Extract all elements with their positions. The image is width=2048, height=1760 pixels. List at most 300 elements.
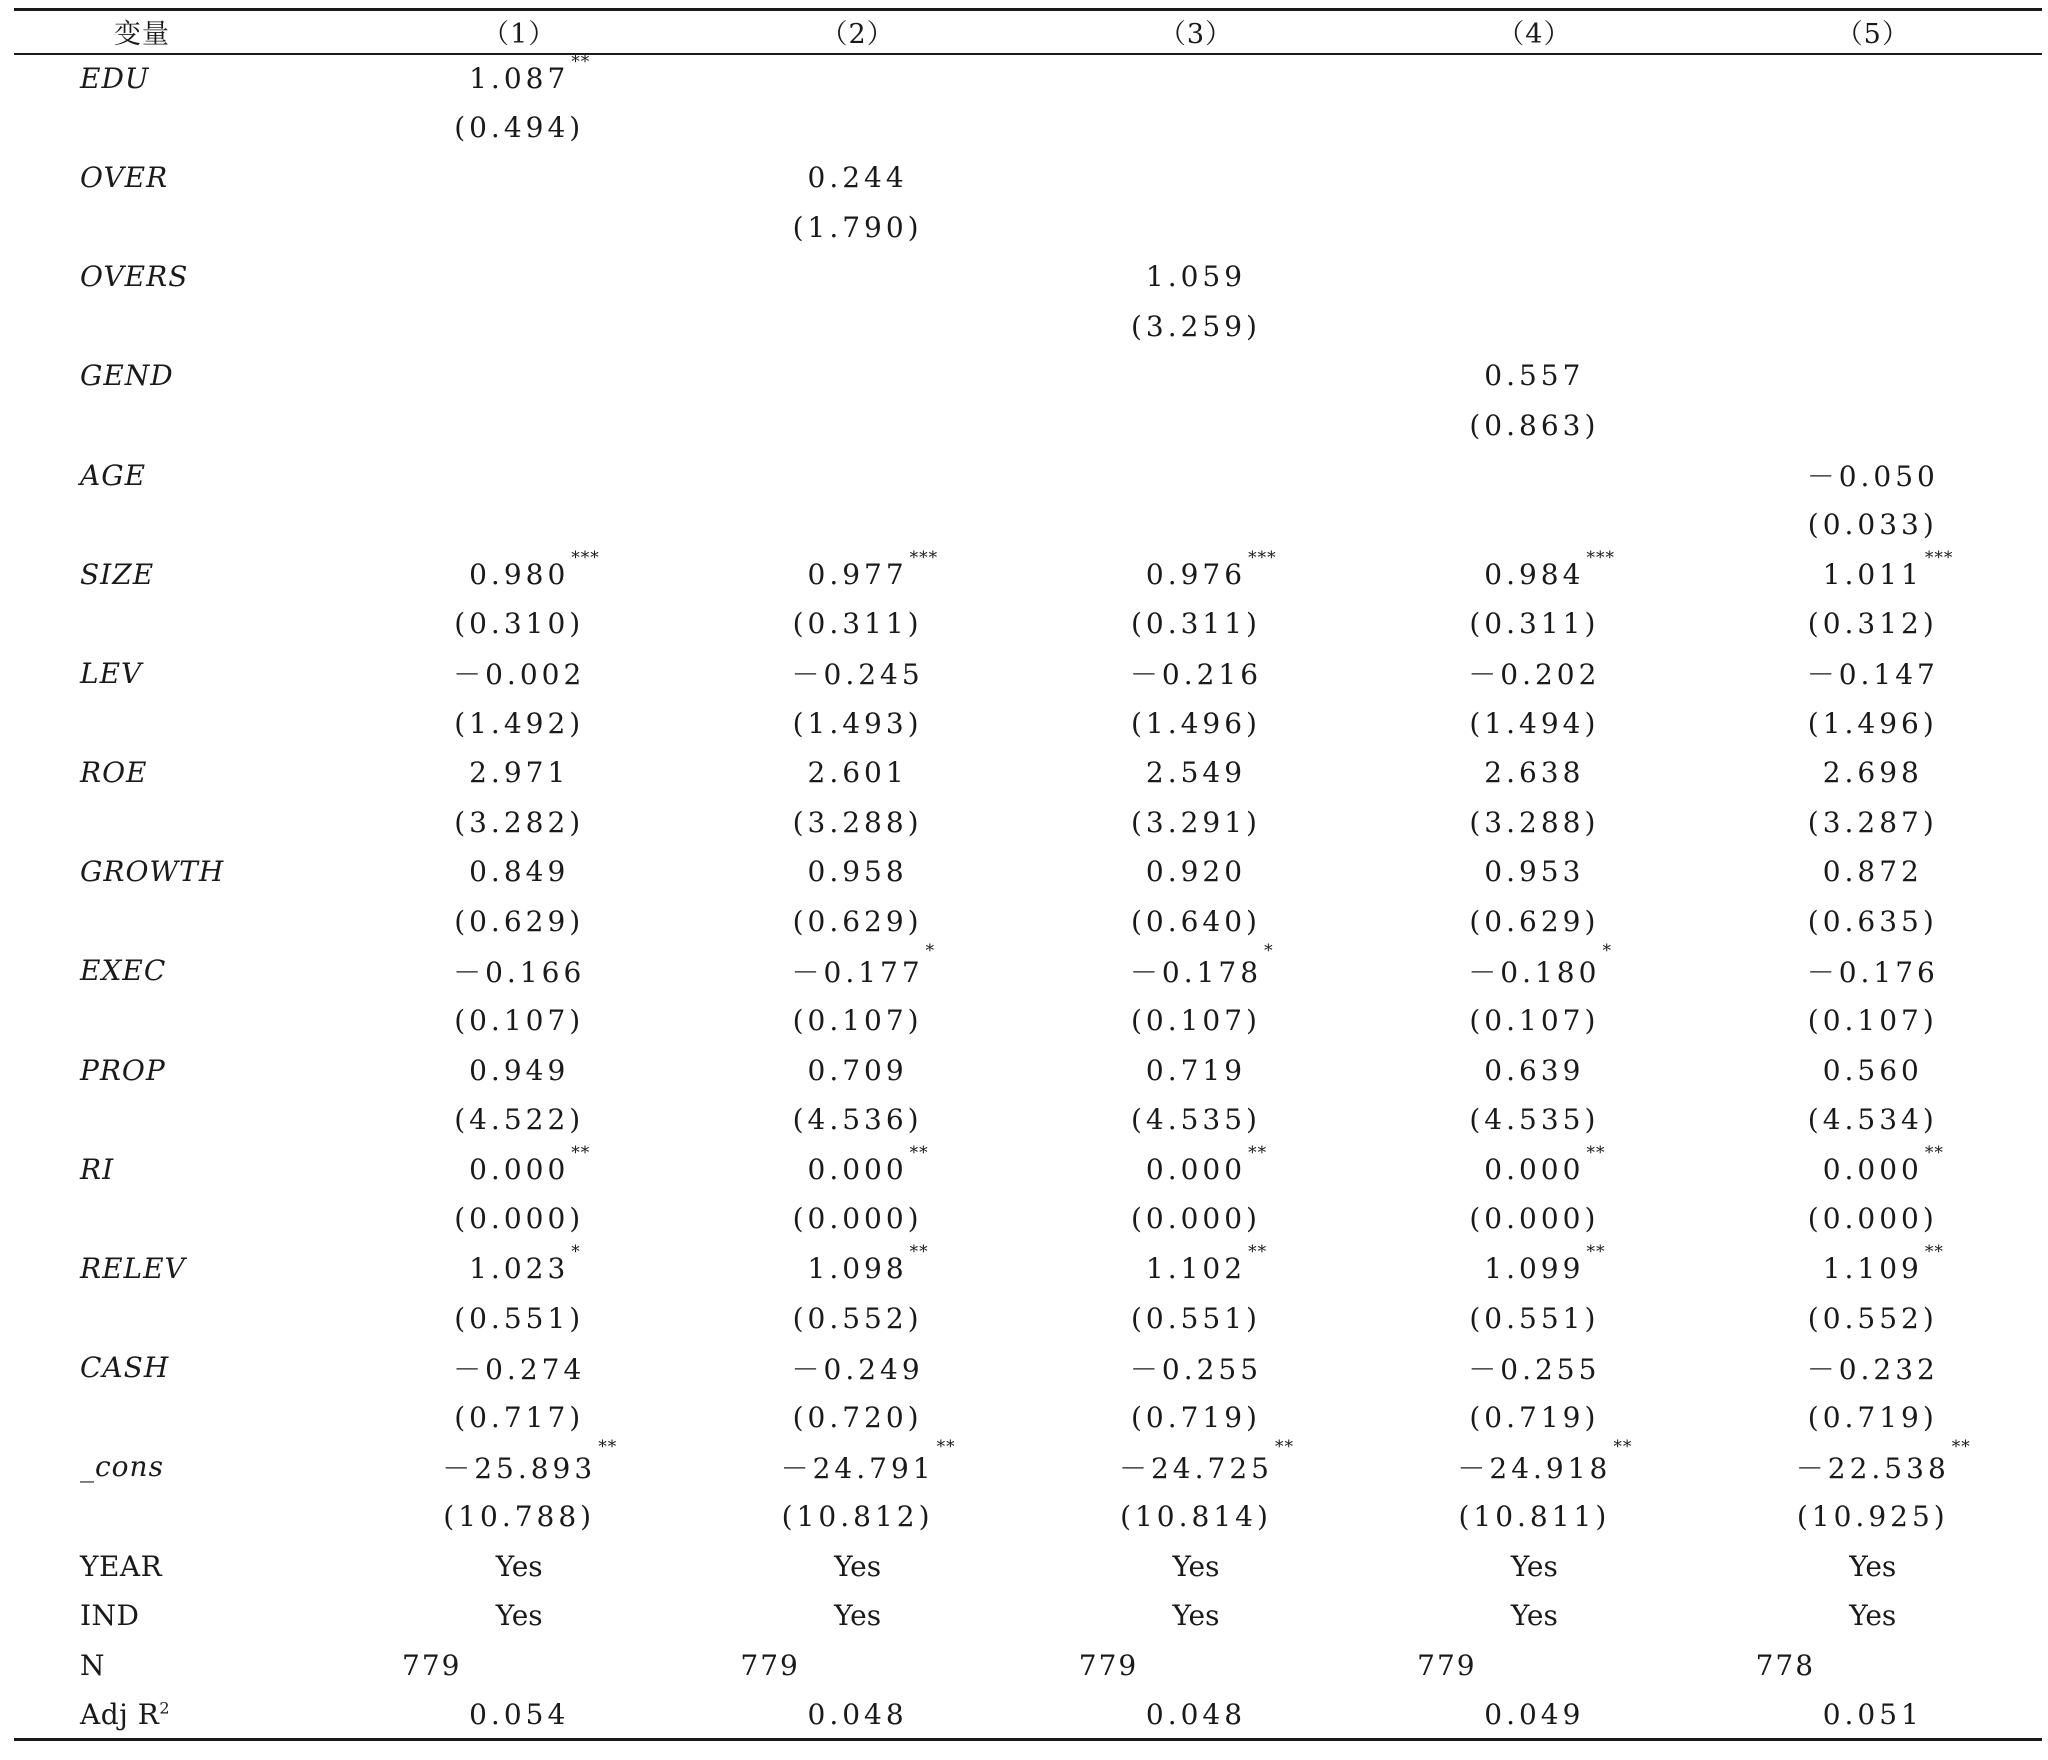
coefficient-number: 0.639 xyxy=(1484,1053,1585,1087)
row-label xyxy=(14,1045,350,1095)
table-row xyxy=(14,847,2042,897)
coefficient-cell xyxy=(1027,450,1365,500)
coefficient-number: 2.549 xyxy=(1145,756,1247,790)
coefficient-number: 1.109 xyxy=(1822,1252,1923,1286)
coefficient-number: －0.166 xyxy=(453,955,586,989)
significance-stars: ** xyxy=(598,1436,618,1457)
standard-error-cell: (10.811) xyxy=(1458,1500,1611,1534)
standard-error-cell: (3.287) xyxy=(1807,805,1938,839)
row-label-text: SIZE xyxy=(80,557,155,591)
adj-r2-cell: 0.051 xyxy=(1704,1690,2042,1740)
coefficient-value xyxy=(791,940,936,991)
table-row-stderr xyxy=(14,1393,2042,1443)
significance-stars: *** xyxy=(909,547,939,568)
coefficient-cell xyxy=(350,153,688,203)
standard-error-cell: (10.812) xyxy=(781,1500,934,1534)
coefficient-cell xyxy=(688,940,1026,996)
coefficient-number: 0.000 xyxy=(1484,1152,1585,1186)
coefficient-cell xyxy=(1704,252,2042,302)
coefficient-number: 0.976 xyxy=(1145,557,1247,591)
coefficient-value xyxy=(1130,1348,1262,1388)
standard-error-cell xyxy=(688,103,1026,153)
coefficient-cell xyxy=(1704,1045,2042,1095)
standard-error-cell: (0.000) xyxy=(792,1202,923,1236)
header-model-4: （4） xyxy=(1365,10,1703,54)
coefficient-number: －24.918 xyxy=(1457,1451,1612,1485)
coefficient-cell xyxy=(350,1045,688,1095)
coefficient-value xyxy=(1807,653,1939,693)
standard-error-cell xyxy=(688,401,1026,451)
coefficient-cell xyxy=(1704,1142,2042,1195)
standard-error-cell xyxy=(1704,401,2042,451)
standard-error-cell: (1.493) xyxy=(792,706,923,740)
standard-error-cell: (0.311) xyxy=(1469,607,1600,641)
coefficient-number: 0.984 xyxy=(1484,557,1585,591)
significance-stars: * xyxy=(925,940,936,961)
coefficient-value xyxy=(1130,653,1262,693)
coefficient-number: 1.011 xyxy=(1822,557,1923,591)
coefficient-number: －25.893 xyxy=(442,1451,597,1485)
row-label xyxy=(14,1541,350,1591)
coefficient-cell xyxy=(350,351,688,401)
coefficient-number: －0.255 xyxy=(1129,1352,1263,1386)
standard-error-cell: (0.000) xyxy=(1807,1202,1938,1236)
coefficient-value xyxy=(1146,1054,1246,1087)
coefficient-cell xyxy=(1027,1436,1365,1492)
control-indicator-cell: Yes xyxy=(834,1549,882,1583)
standard-error-cell: (0.311) xyxy=(1130,607,1261,641)
row-label xyxy=(14,1095,350,1145)
standard-error-cell: (0.719) xyxy=(1469,1400,1600,1434)
table-row xyxy=(14,748,2042,798)
row-label xyxy=(14,897,350,947)
coefficient-number: －24.791 xyxy=(780,1451,935,1485)
coefficient-cell xyxy=(1365,1343,1703,1393)
standard-error-cell xyxy=(1027,401,1365,451)
coefficient-number: －0.176 xyxy=(1806,955,1939,989)
standard-error-cell xyxy=(1365,103,1703,153)
standard-error-cell: (4.522) xyxy=(454,1103,585,1137)
coefficient-number: 0.000 xyxy=(1145,1152,1247,1186)
control-indicator-cell: Yes xyxy=(834,1599,882,1633)
table-row xyxy=(14,1343,2042,1393)
coefficient-number: 0.560 xyxy=(1822,1053,1923,1087)
significance-stars: ** xyxy=(571,1142,591,1163)
table-row-stderr xyxy=(14,500,2042,550)
coefficient-cell xyxy=(1027,847,1365,897)
table-body xyxy=(14,54,2042,1740)
coefficient-number: 0.000 xyxy=(807,1152,908,1186)
coefficient-number: 0.709 xyxy=(807,1053,908,1087)
table-row xyxy=(14,1641,2042,1691)
coefficient-value xyxy=(807,1242,929,1286)
row-label-text: RELEV xyxy=(80,1252,186,1286)
coefficient-value xyxy=(1146,260,1246,293)
header-model-3: （3） xyxy=(1027,10,1365,54)
observations-cell: 778 xyxy=(1755,1648,1816,1682)
header-model-1: （1） xyxy=(350,10,688,54)
coefficient-cell xyxy=(688,252,1026,302)
row-label xyxy=(14,1492,350,1542)
table-row-stderr xyxy=(14,401,2042,451)
coefficient-number: －0.202 xyxy=(1468,658,1601,692)
row-label xyxy=(14,1343,350,1393)
standard-error-cell: (0.310) xyxy=(454,607,585,641)
row-label xyxy=(14,847,350,897)
coefficient-number: －0.232 xyxy=(1806,1352,1939,1386)
coefficient-number: 2.971 xyxy=(469,756,570,790)
coefficient-cell xyxy=(350,1142,688,1195)
coefficient-value xyxy=(1484,1242,1606,1286)
coefficient-number: 0.000 xyxy=(1822,1152,1923,1186)
row-label xyxy=(14,797,350,847)
standard-error-cell: (3.282) xyxy=(454,805,585,839)
coefficient-value xyxy=(1145,1242,1268,1286)
table-header-row xyxy=(14,10,2042,54)
coefficient-value xyxy=(1118,1436,1294,1487)
standard-error-cell: (0.000) xyxy=(1469,1202,1600,1236)
row-label-text: GROWTH xyxy=(80,855,225,889)
row-label-text: RI xyxy=(80,1152,115,1186)
coefficient-value xyxy=(1146,855,1246,888)
coefficient-value xyxy=(1145,547,1277,591)
standard-error-cell: (10.814) xyxy=(1120,1500,1272,1534)
row-label-text: CASH xyxy=(80,1351,170,1385)
coefficient-cell xyxy=(1704,649,2042,699)
standard-error-cell: (0.719) xyxy=(1807,1400,1938,1434)
coefficient-value xyxy=(469,547,600,591)
coefficient-cell xyxy=(350,1436,688,1492)
standard-error-cell: (0.107) xyxy=(1469,1004,1600,1038)
standard-error-cell: (0.720) xyxy=(792,1400,923,1434)
coefficient-cell xyxy=(350,54,688,104)
coefficient-number: －0.050 xyxy=(1806,460,1939,494)
standard-error-cell xyxy=(688,500,1026,550)
row-label-text: EDU xyxy=(80,62,150,96)
coefficient-value xyxy=(1468,653,1600,693)
table-row xyxy=(14,1690,2042,1740)
row-label xyxy=(14,996,350,1046)
coefficient-number: 0.244 xyxy=(807,160,908,194)
table-row xyxy=(14,649,2042,699)
row-label xyxy=(14,1591,350,1641)
standard-error-cell: (0.552) xyxy=(1807,1301,1938,1335)
coefficient-number: 0.557 xyxy=(1484,359,1585,393)
coefficient-number: 0.000 xyxy=(469,1152,570,1186)
significance-stars: *** xyxy=(1586,547,1615,568)
coefficient-cell xyxy=(1704,748,2042,798)
standard-error-cell xyxy=(1365,202,1703,252)
control-indicator-cell: Yes xyxy=(1172,1549,1220,1583)
coefficient-value xyxy=(1807,951,1939,991)
row-label-text: OVERS xyxy=(80,260,189,294)
coefficient-cell xyxy=(1027,153,1365,203)
coefficient-number: －0.249 xyxy=(791,1352,924,1386)
row-label xyxy=(14,946,350,996)
standard-error-cell xyxy=(1365,301,1703,351)
standard-error-cell: (0.551) xyxy=(454,1301,585,1335)
standard-error-cell: (0.635) xyxy=(1807,904,1938,938)
coefficient-cell xyxy=(1365,1045,1703,1095)
control-indicator-cell: Yes xyxy=(1510,1549,1558,1583)
significance-stars: ** xyxy=(1924,1242,1944,1263)
coefficient-value xyxy=(453,653,585,693)
standard-error-cell: (4.534) xyxy=(1807,1103,1938,1137)
coefficient-cell xyxy=(350,1343,688,1393)
header-model-5: （5） xyxy=(1704,10,2042,54)
standard-error-cell: (1.790) xyxy=(792,210,923,244)
table-row xyxy=(14,153,2042,203)
standard-error-cell: (0.629) xyxy=(454,904,585,938)
coefficient-value xyxy=(1822,1242,1944,1286)
standard-error-cell: (0.551) xyxy=(1469,1301,1600,1335)
coefficient-number: 0.872 xyxy=(1822,855,1923,889)
coefficient-cell xyxy=(1365,549,1703,599)
coefficient-cell xyxy=(1704,54,2042,104)
observations-cell: 779 xyxy=(402,1648,462,1682)
coefficient-cell xyxy=(1365,450,1703,500)
coefficient-number: －0.178 xyxy=(1129,955,1263,989)
standard-error-cell: (10.788) xyxy=(443,1500,596,1534)
coefficient-number: －0.002 xyxy=(453,658,586,692)
coefficient-cell xyxy=(1365,252,1703,302)
coefficient-value xyxy=(1795,1436,1971,1487)
significance-stars: ** xyxy=(1248,1242,1268,1263)
coefficient-cell xyxy=(1027,1343,1365,1393)
coefficient-number: －0.147 xyxy=(1806,658,1939,692)
table-row xyxy=(14,1045,2042,1095)
coefficient-cell xyxy=(688,847,1026,897)
row-label-text: _cons xyxy=(80,1450,164,1484)
standard-error-cell xyxy=(1365,500,1703,550)
coefficient-number: 1.023 xyxy=(469,1252,570,1286)
coefficient-value xyxy=(1807,1348,1939,1388)
regression-table-container xyxy=(14,8,2042,1741)
standard-error-cell: (3.288) xyxy=(792,805,923,839)
coefficient-cell xyxy=(350,847,688,897)
row-label-text: N xyxy=(80,1648,105,1682)
coefficient-value xyxy=(453,1348,585,1388)
significance-stars: ** xyxy=(1951,1436,1971,1457)
standard-error-cell: (1.494) xyxy=(1469,706,1600,740)
standard-error-cell xyxy=(1027,103,1365,153)
significance-stars: ** xyxy=(1613,1436,1633,1457)
control-indicator-cell: Yes xyxy=(1849,1599,1897,1633)
table-row xyxy=(14,54,2042,104)
adj-r2-cell: 0.049 xyxy=(1365,1690,1703,1740)
coefficient-value xyxy=(807,1142,929,1186)
row-label xyxy=(14,748,350,798)
coefficient-value xyxy=(1484,756,1584,789)
standard-error-cell xyxy=(1027,202,1365,252)
row-label xyxy=(14,103,350,153)
row-label xyxy=(14,599,350,649)
row-label-text: OVER xyxy=(80,160,169,194)
row-label xyxy=(14,252,350,302)
row-label xyxy=(14,1194,350,1244)
row-label xyxy=(14,1641,350,1691)
standard-error-cell xyxy=(1704,103,2042,153)
coefficient-number: －0.216 xyxy=(1129,658,1263,692)
coefficient-number: 2.698 xyxy=(1822,756,1923,790)
standard-error-cell xyxy=(688,301,1026,351)
significance-stars: *** xyxy=(1924,547,1954,568)
row-label xyxy=(14,153,350,203)
row-label xyxy=(14,1244,350,1294)
row-label xyxy=(14,450,350,500)
coefficient-cell xyxy=(1027,549,1365,599)
coefficient-number: 1.102 xyxy=(1145,1252,1247,1286)
table-row-stderr xyxy=(14,996,2042,1046)
standard-error-cell: (0.863) xyxy=(1469,408,1600,442)
table-row-stderr xyxy=(14,1194,2042,1244)
table-row xyxy=(14,549,2042,599)
coefficient-number: 0.949 xyxy=(469,1053,570,1087)
coefficient-cell xyxy=(350,450,688,500)
significance-stars: ** xyxy=(1586,1242,1606,1263)
coefficient-cell xyxy=(1704,946,2042,996)
standard-error-cell xyxy=(350,401,688,451)
standard-error-cell: (0.312) xyxy=(1807,607,1938,641)
coefficient-cell xyxy=(1704,1244,2042,1294)
row-label xyxy=(14,54,350,104)
coefficient-cell xyxy=(1704,549,2042,599)
significance-stars: * xyxy=(1602,940,1612,961)
standard-error-cell: (0.629) xyxy=(792,904,923,938)
row-label xyxy=(14,1293,350,1343)
coefficient-number: －0.177 xyxy=(791,955,924,989)
coefficient-cell xyxy=(1365,1244,1703,1294)
coefficient-cell xyxy=(688,549,1026,599)
row-label xyxy=(14,549,350,599)
significance-stars: ** xyxy=(1248,1142,1268,1163)
control-indicator-cell: Yes xyxy=(1849,1549,1897,1583)
row-label xyxy=(14,1393,350,1443)
header-model-2: （2） xyxy=(688,10,1026,54)
control-indicator-cell: Yes xyxy=(1510,1599,1558,1633)
coefficient-value xyxy=(1807,455,1939,495)
coefficient-cell xyxy=(1365,1142,1703,1195)
table-row-stderr xyxy=(14,797,2042,847)
coefficient-cell xyxy=(688,54,1026,104)
standard-error-cell xyxy=(1704,202,2042,252)
coefficient-value xyxy=(808,1054,908,1087)
coefficient-number: －24.725 xyxy=(1118,1451,1273,1485)
coefficient-cell xyxy=(688,1343,1026,1393)
significance-stars: ** xyxy=(1586,1142,1606,1163)
significance-stars: ** xyxy=(1924,1142,1944,1163)
row-label-text: LEV xyxy=(80,656,143,690)
table-row xyxy=(14,1145,2042,1195)
standard-error-cell xyxy=(1027,500,1365,550)
row-label xyxy=(14,1442,350,1492)
observations-cell: 779 xyxy=(1078,1648,1139,1682)
coefficient-value xyxy=(808,161,908,194)
standard-error-cell: (0.107) xyxy=(1807,1004,1938,1038)
coefficient-value xyxy=(807,547,939,591)
coefficient-cell xyxy=(688,1244,1026,1294)
coefficient-value xyxy=(1823,756,1923,789)
coefficient-cell xyxy=(688,649,1026,699)
standard-error-cell: (4.535) xyxy=(1130,1103,1261,1137)
coefficient-value xyxy=(442,1436,618,1487)
coefficient-value xyxy=(1823,855,1923,888)
standard-error-cell: (0.717) xyxy=(454,1400,585,1434)
table-row-stderr xyxy=(14,698,2042,748)
coefficient-cell xyxy=(1027,940,1365,996)
significance-stars: ** xyxy=(1274,1436,1294,1457)
standard-error-cell: (0.552) xyxy=(792,1301,923,1335)
standard-error-cell xyxy=(1704,301,2042,351)
coefficient-number: 0.958 xyxy=(807,855,908,889)
standard-error-cell: (1.496) xyxy=(1130,706,1261,740)
coefficient-cell xyxy=(1704,1343,2042,1393)
row-label xyxy=(14,351,350,401)
standard-error-cell: (3.259) xyxy=(1130,309,1261,343)
coefficient-number: 0.980 xyxy=(469,557,570,591)
coefficient-cell xyxy=(1027,1244,1365,1294)
table-row-stderr xyxy=(14,103,2042,153)
significance-stars: ** xyxy=(909,1242,929,1263)
coefficient-cell xyxy=(350,748,688,798)
coefficient-cell xyxy=(1365,1436,1703,1492)
coefficient-cell xyxy=(350,649,688,699)
row-label-text: EXEC xyxy=(80,954,167,988)
coefficient-value xyxy=(1145,1142,1268,1186)
observations-cell: 779 xyxy=(740,1648,800,1682)
row-label xyxy=(14,401,350,451)
standard-error-cell xyxy=(350,500,688,550)
control-indicator-cell: Yes xyxy=(1172,1599,1220,1633)
row-label-superscript: 2 xyxy=(159,1698,170,1718)
coefficient-cell xyxy=(350,252,688,302)
coefficient-value xyxy=(469,52,591,96)
coefficient-cell xyxy=(1365,153,1703,203)
standard-error-cell: (4.535) xyxy=(1469,1103,1600,1137)
standard-error-cell: (0.494) xyxy=(454,111,585,145)
table-row xyxy=(14,450,2042,500)
row-label xyxy=(14,1145,350,1195)
row-label xyxy=(14,202,350,252)
row-label xyxy=(14,301,350,351)
coefficient-number: －0.245 xyxy=(791,658,924,692)
coefficient-cell xyxy=(688,1436,1026,1492)
row-label-text: IND xyxy=(80,1599,140,1633)
coefficient-cell xyxy=(350,549,688,599)
coefficient-number: 0.977 xyxy=(807,557,908,591)
table-row xyxy=(14,1541,2042,1591)
significance-stars: ** xyxy=(909,1142,929,1163)
coefficient-cell xyxy=(688,153,1026,203)
row-label xyxy=(14,649,350,699)
coefficient-value xyxy=(1457,1436,1633,1487)
coefficient-number: －0.274 xyxy=(453,1352,586,1386)
coefficient-value xyxy=(780,1436,956,1487)
row-label-text: YEAR xyxy=(80,1549,163,1583)
significance-stars: * xyxy=(571,1242,581,1263)
table-row-stderr xyxy=(14,1095,2042,1145)
coefficient-cell xyxy=(1027,1142,1365,1195)
table-row xyxy=(14,351,2042,401)
significance-stars: *** xyxy=(571,547,600,568)
table-row xyxy=(14,946,2042,996)
standard-error-cell: (10.925) xyxy=(1796,1500,1949,1534)
coefficient-value xyxy=(1822,1142,1944,1186)
coefficient-value xyxy=(792,1348,924,1388)
standard-error-cell: (0.107) xyxy=(454,1004,585,1038)
control-indicator-cell: Yes xyxy=(495,1549,543,1583)
coefficient-value xyxy=(1129,940,1274,991)
